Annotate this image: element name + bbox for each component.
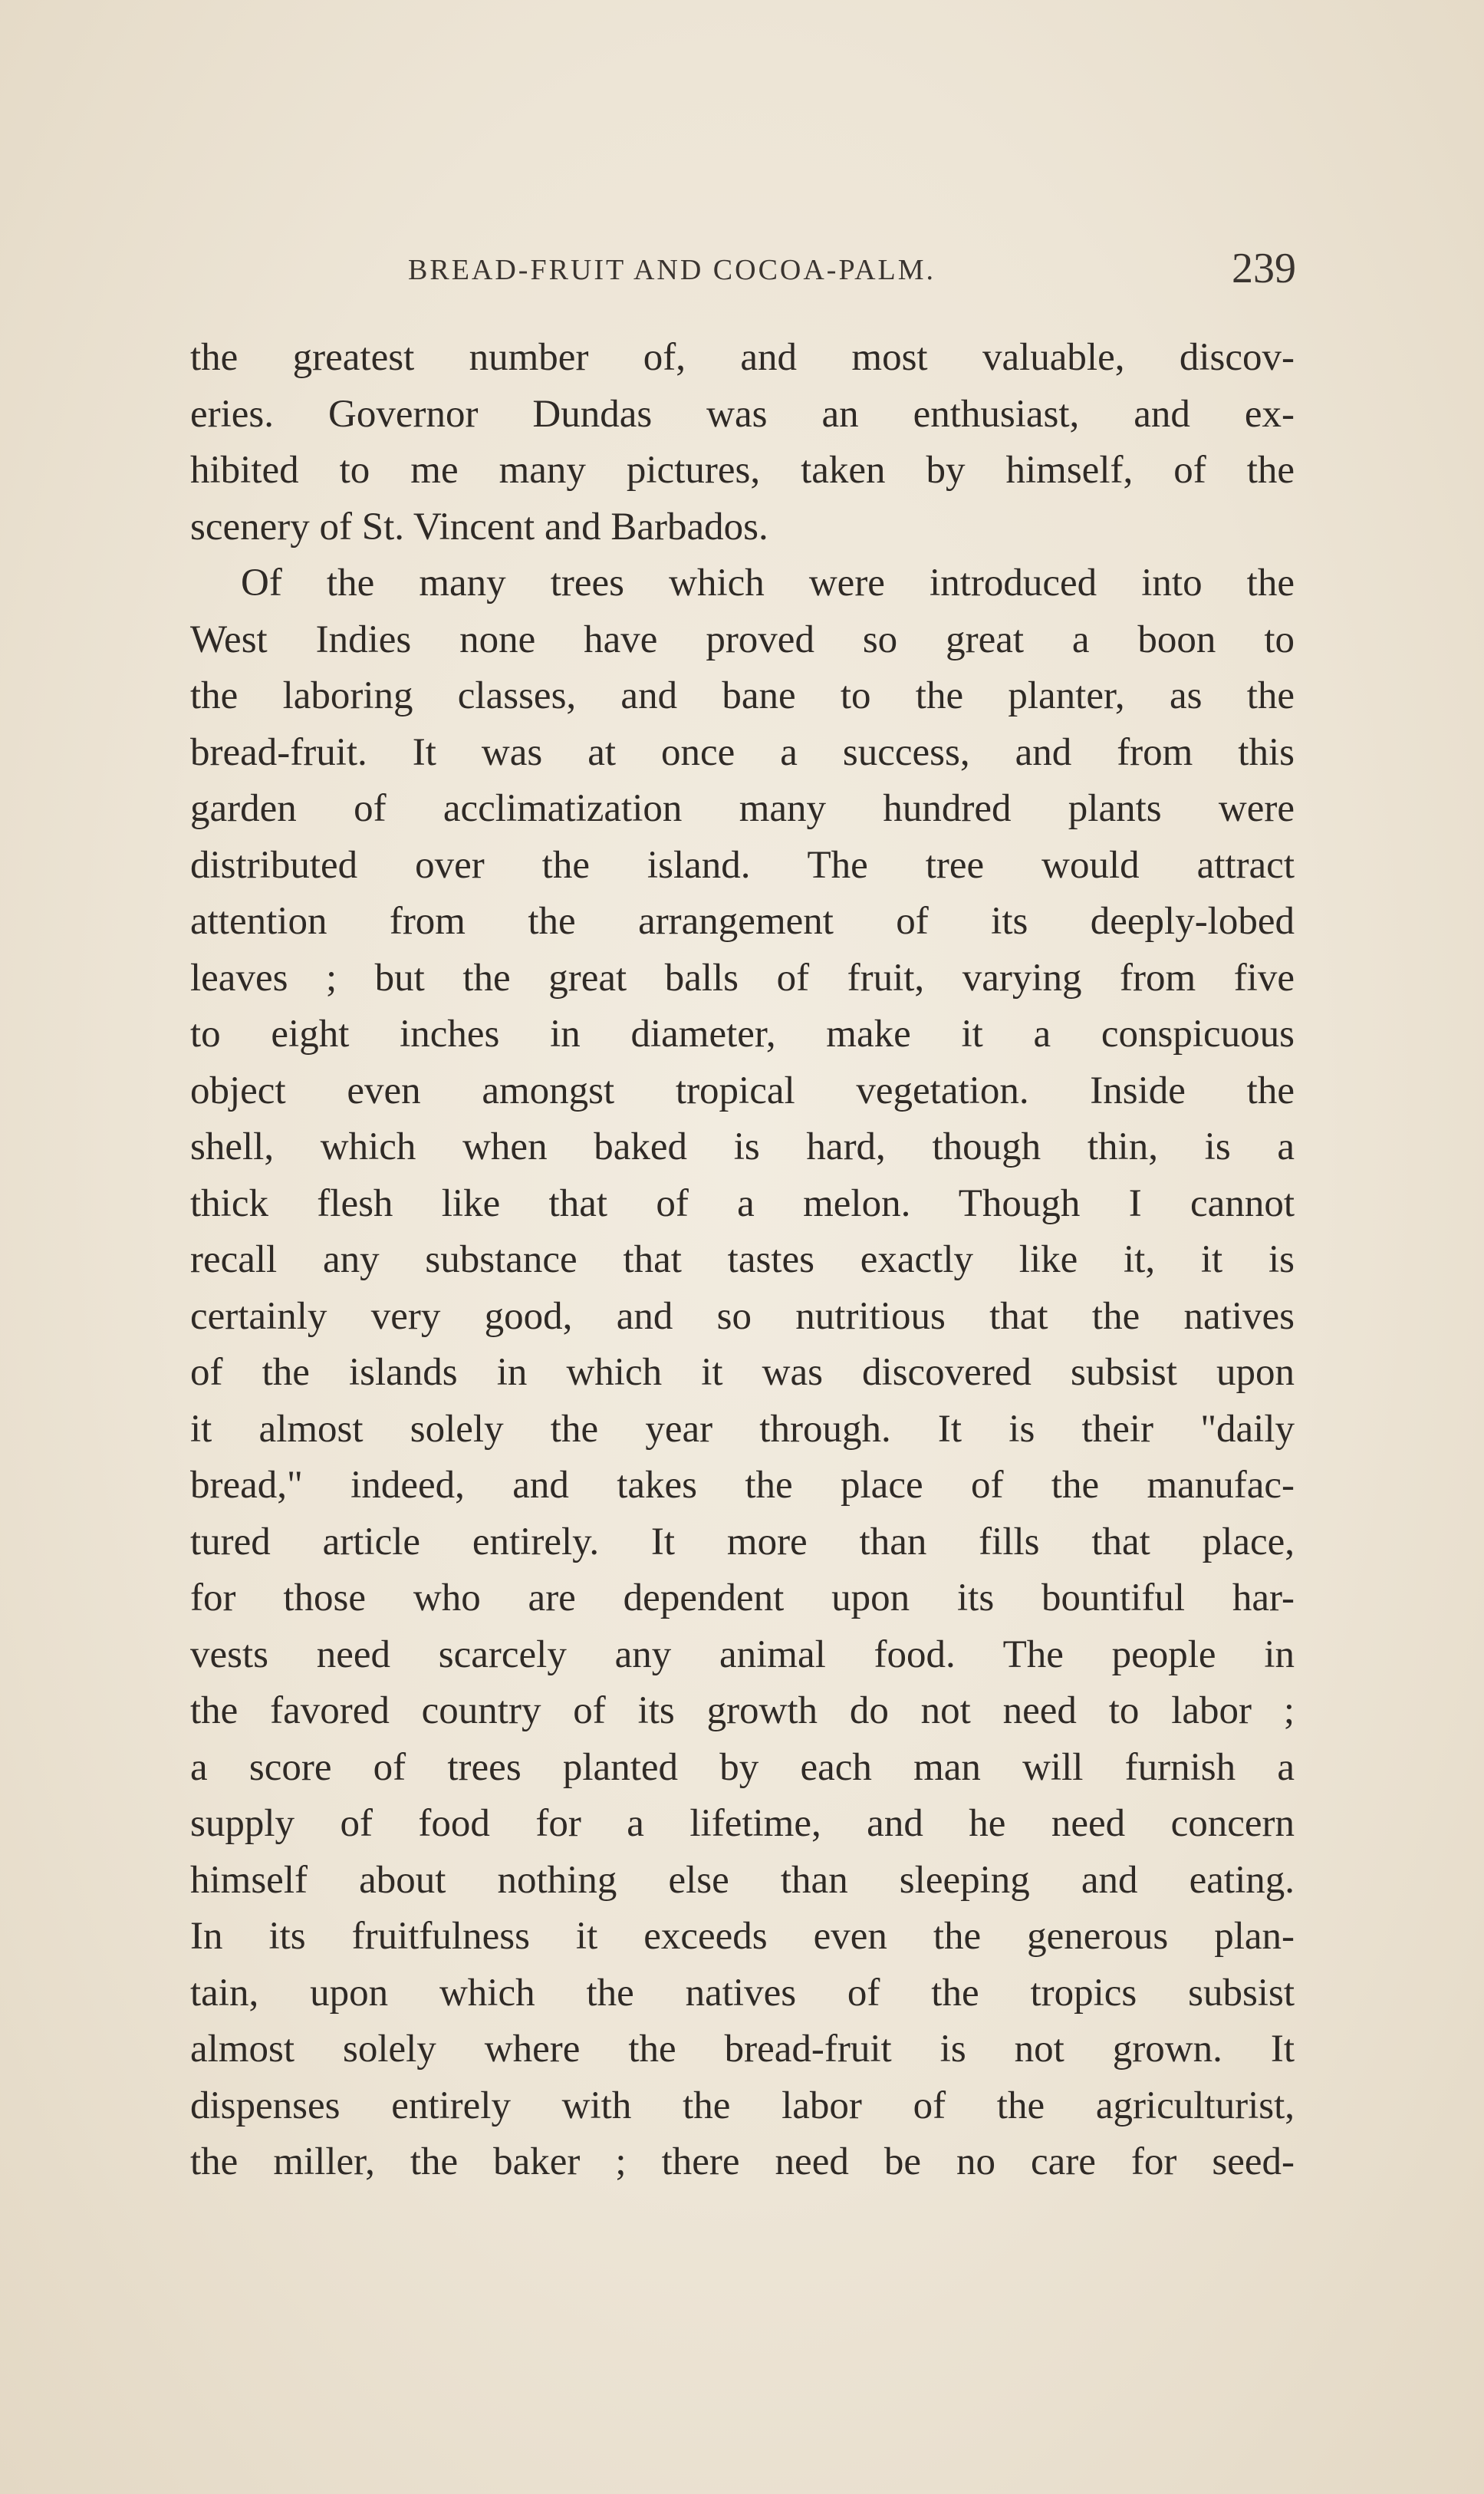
text-line: attention from the arrangement of its deeply-lobed [190, 900, 1295, 943]
text-line: bread-fruit. It was at once a success, and from this [190, 730, 1295, 774]
text-line: bread," indeed, and takes the place of the manufac- [190, 1464, 1295, 1507]
text-line: eries. Governor Dundas was an enthusiast, and ex- [190, 392, 1295, 436]
running-head [408, 239, 1305, 308]
text-line: recall any substance that tastes exactly like it, it is [190, 1238, 1295, 1281]
text-line: certainly very good, and so nutritious that the natives [190, 1294, 1295, 1338]
text-line: Of the many trees which were introduced into the [241, 562, 1295, 605]
text-line: the laboring classes, and bane to the planter, as the [190, 674, 1295, 717]
text-line: of the islands in which it was discovered subsist upon [190, 1351, 1295, 1394]
page-number: 239 [1232, 245, 1296, 292]
text-line: West Indies none have proved so great a boon to [190, 618, 1295, 661]
body-text [190, 330, 1295, 2191]
text-line: tain, upon which the natives of the tropics subsist [190, 1971, 1295, 2015]
text-line: to eight inches in diameter, make it a conspicuous [190, 1013, 1295, 1056]
text-line: shell, which when baked is hard, though thin, is a [190, 1125, 1295, 1168]
text-line: garden of acclimatization many hundred plants were [190, 787, 1295, 830]
text-line: vests need scarcely any animal food. The people in [190, 1632, 1295, 1676]
text-line: the miller, the baker ; there need be no care for seed- [190, 2140, 1295, 2183]
running-title: BREAD-FRUIT AND COCOA-PALM. [408, 254, 936, 286]
text-line: the greatest number of, and most valuable, discov- [190, 336, 1295, 379]
text-line: In its fruitfulness it exceeds even the generous plan- [190, 1915, 1295, 1958]
text-line: himself about nothing else than sleeping and eating. [190, 1858, 1295, 1902]
text-line: hibited to me many pictures, taken by himself, of the [190, 449, 1295, 492]
text-line: it almost solely the year through. It is their "daily [190, 1407, 1295, 1451]
text-line: object even amongst tropical vegetation. Inside the [190, 1069, 1295, 1112]
text-line: distributed over the island. The tree would attract [190, 843, 1295, 887]
text-line: the favored country of its growth do not need to labor ; [190, 1689, 1295, 1732]
text-line: dispenses entirely with the labor of the agriculturist, [190, 2084, 1295, 2127]
text-line: thick flesh like that of a melon. Though I cannot [190, 1181, 1295, 1225]
text-line: tured article entirely. It more than fills that place, [190, 1520, 1295, 1563]
text-line: leaves ; but the great balls of fruit, varying from five [190, 956, 1295, 1000]
text-line: scenery of St. Vincent and Barbados. [190, 505, 768, 549]
text-line: a score of trees planted by each man will furnish a [190, 1745, 1295, 1789]
text-line: almost solely where the bread-fruit is not grown. It [190, 2028, 1295, 2071]
text-line: for those who are dependent upon its bountiful har- [190, 1576, 1295, 1619]
text-line: supply of food for a lifetime, and he need concern [190, 1802, 1295, 1845]
